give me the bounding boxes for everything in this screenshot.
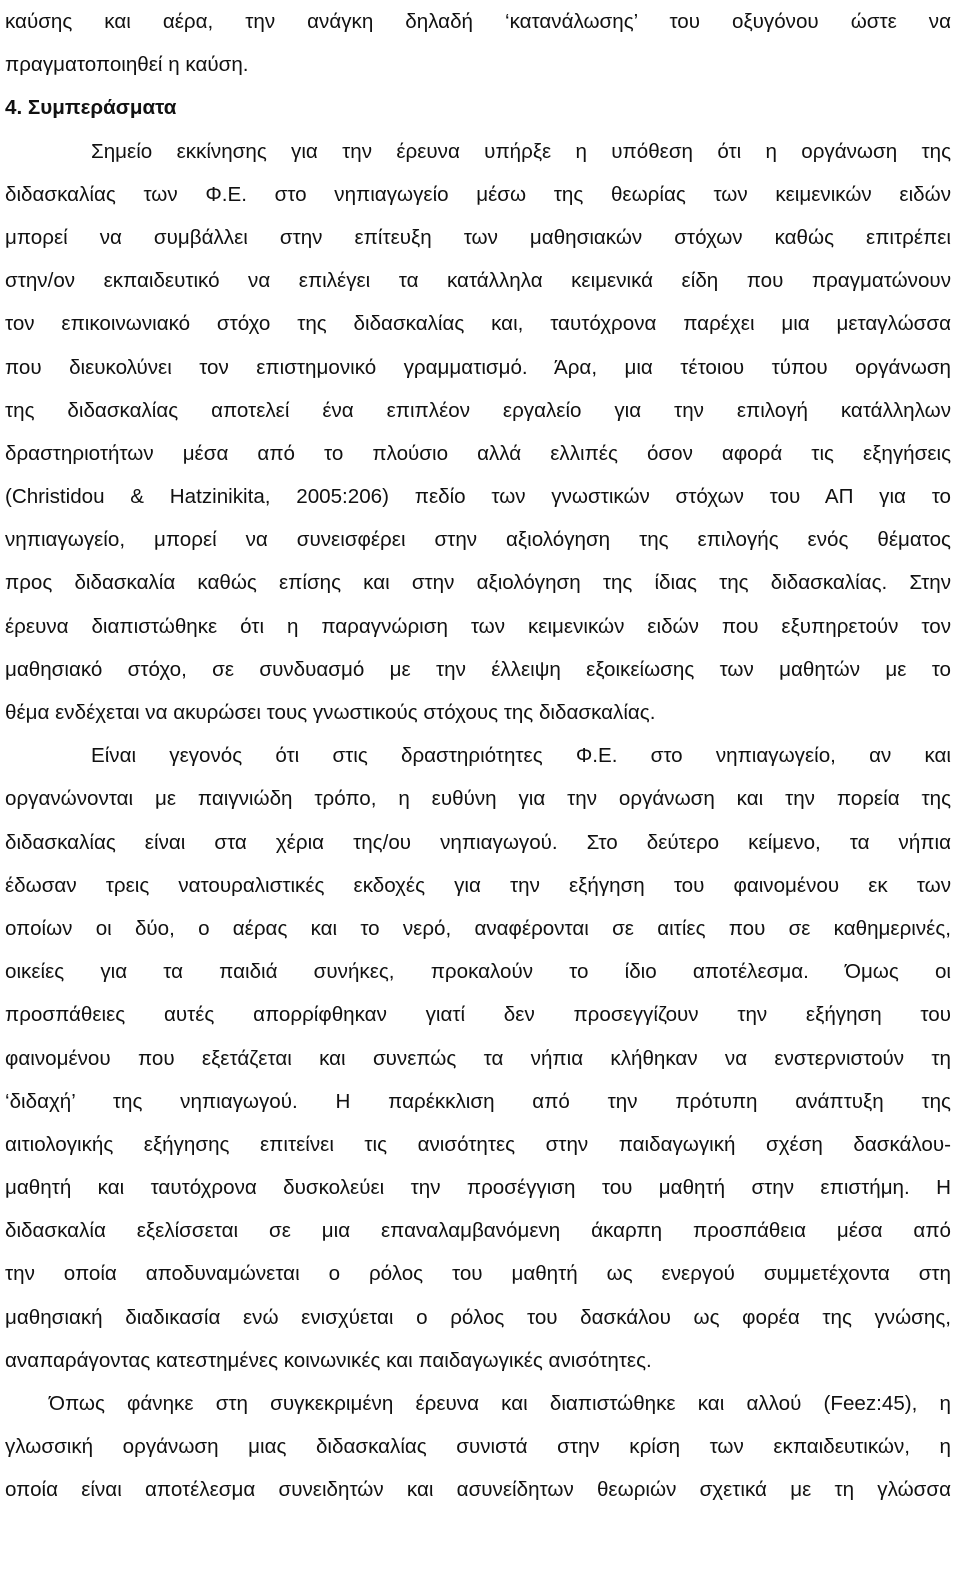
text-line: μαθητή και ταυτόχρονα δυσκολεύει την προσέγγιση του μαθητή στην επιστήμη. Η [5, 1176, 951, 1200]
text-line: οργανώνονται με παιγνιώδη τρόπο, η ευθύνη για την οργάνωση και την πορεία της [5, 787, 951, 811]
text-line: της διδασκαλίας αποτελεί ένα επιπλέον εργαλείο για την επιλογή κατάλληλων [5, 398, 951, 422]
text-line: μαθησιακό στόχο, σε συνδυασμό με την έλλειψη εξοικείωσης των μαθητών με το [5, 657, 951, 681]
text-line: την οποία αποδυναμώνεται ο ρόλος του μαθητή ως ενεργού συμμετέχοντα στη [5, 1262, 951, 1286]
section-heading: 4. Συμπεράσματα [5, 96, 177, 120]
text-line: ‘διδαχή’ της νηπιαγωγού. Η παρέκκλιση από την πρότυπη ανάπτυξη της [5, 1089, 951, 1113]
conclusions-paragraph-1 [5, 130, 951, 735]
text-line: (Christidou & Hatzinikita, 2005:206) πεδίο των γνωστικών στόχων του ΑΠ για το [5, 485, 951, 509]
text-line: τον επικοινωνιακό στόχο της διδασκαλίας και, ταυτόχρονα παρέχει μια μεταγλώσσα [5, 312, 951, 336]
text-line: οποία είναι αποτέλεσμα συνειδητών και ασυνείδητων θεωριών σχετικά με τη γλώσσα [5, 1478, 951, 1502]
text-line: οικείες για τα παιδιά συνήκες, προκαλούν το ίδιο αποτέλεσμα. Όμως οι [5, 960, 951, 984]
text-line: φαινομένου που εξετάζεται και συνεπώς τα νήπια κλήθηκαν να ενστερνιστούν τη [5, 1046, 951, 1070]
text-line: Είναι γεγονός ότι στις δραστηριότητες Φ.Ε. στο νηπιαγωγείο, αν και [91, 744, 951, 768]
text-line: γλωσσική οργάνωση μιας διδασκαλίας συνιστά στην κρίση των εκπαιδευτικών, η [5, 1435, 951, 1459]
text-line: θέμα ενδέχεται να ακυρώσει τους γνωστικούς στόχους της διδασκαλίας. [5, 701, 656, 724]
text-line: προσπάθειες αυτές απορρίφθηκαν γιατί δεν προσεγγίζουν την εξήγηση του [5, 1003, 951, 1027]
text-line: διδασκαλίας των Φ.Ε. στο νηπιαγωγείο μέσω της θεωρίας των κειμενικών ειδών [5, 182, 951, 206]
text-line: στην/ον εκπαιδευτικό να επιλέγει τα κατάλληλα κειμενικά είδη που πραγματώνουν [5, 269, 951, 293]
text-line: προς διδασκαλία καθώς επίσης και στην αξιολόγηση της ίδιας της διδασκαλίας. Στην [5, 571, 951, 595]
conclusions-paragraph-2 [5, 734, 951, 1382]
conclusions-paragraph-3 [5, 1382, 951, 1512]
text-line: καύσης και αέρα, την ανάγκη δηλαδή ‘κατανάλωσης’ του οξυγόνου ώστε να [5, 10, 951, 33]
text-line: Σημείο εκκίνησης για την έρευνα υπήρξε η υπόθεση ότι η οργάνωση της [91, 139, 951, 163]
text-line: μαθησιακή διαδικασία ενώ ενισχύεται ο ρόλος του δασκάλου ως φορέα της γνώσης, [5, 1305, 951, 1329]
text-line: έδωσαν τρεις νατουραλιστικές εκδοχές για την εξήγηση του φαινομένου εκ των [5, 873, 951, 897]
text-line: οποίων οι δύο, ο αέρας και το νερό, αναφέρονται σε αιτίες που σε καθημερινές, [5, 916, 951, 940]
text-line: διδασκαλία εξελίσσεται σε μια επαναλαμβανόμενη άκαρπη προσπάθεια μέσα από [5, 1219, 951, 1243]
text-line: αιτιολογικής εξήγησης επιτείνει τις ανισότητες στην παιδαγωγική σχέση δασκάλου- [5, 1132, 951, 1156]
text-line: δραστηριοτήτων μέσα από το πλούσιο αλλά ελλιπές όσον αφορά τις εξηγήσεις [5, 441, 951, 465]
text-line: πραγματοποιηθεί η καύση. [5, 53, 249, 77]
text-line: νηπιαγωγείο, μπορεί να συνεισφέρει στην αξιολόγηση της επιλογής ενός θέματος [5, 528, 951, 552]
text-line: μπορεί να συμβάλλει στην επίτευξη των μαθησιακών στόχων καθώς επιτρέπει [5, 225, 951, 249]
text-line: έρευνα διαπιστώθηκε ότι η παραγνώριση των κειμενικών ειδών που εξυπηρετούν τον [5, 614, 951, 638]
text-line: που διευκολύνει τον επιστημονικό γραμματισμό. Άρα, μια τέτοιου τύπου οργάνωση [5, 355, 951, 379]
text-line: αναπαράγοντας κατεστημένες κοινωνικές και παιδαγωγικές ανισότητες. [5, 1348, 652, 1372]
text-line: Όπως φάνηκε στη συγκεκριμένη έρευνα και διαπιστώθηκε και αλλού (Feez:45), η [49, 1392, 951, 1415]
text-line: διδασκαλίας είναι στα χέρια της/ου νηπιαγωγού. Στο δεύτερο κείμενο, τα νήπια [5, 830, 951, 854]
document-page [5, 0, 951, 1512]
intro-paragraph [5, 0, 951, 86]
